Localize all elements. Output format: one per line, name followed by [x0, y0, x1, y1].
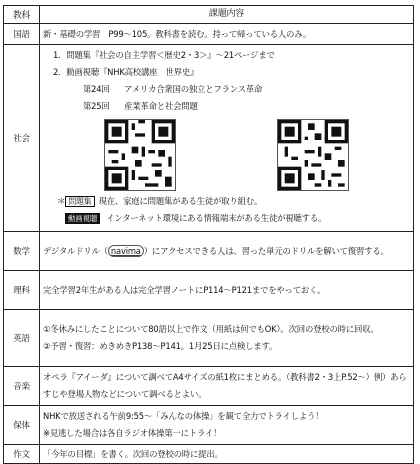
episode-24-title: アメリカ合衆国の独立とフランス革命 — [124, 84, 263, 94]
row-hotai — [4, 406, 414, 445]
sugaku-post: ）にアクセスできる人は、習った単元のドリルを解いて復習する。 — [143, 245, 389, 256]
subject-hotai: 保体 — [4, 406, 40, 445]
navima-link[interactable]: navima — [108, 245, 144, 257]
content-sugaku — [40, 232, 414, 271]
content-eigo — [40, 310, 414, 367]
note2-text: インターネット環境にある情報端末がある生徒が視聴する。 — [106, 213, 327, 223]
tag-douga: 動画視聴 — [65, 213, 100, 224]
hotai-line2: ※見逃した場合は各自ラジオ体操第一にトライ！ — [43, 428, 222, 438]
subject-shakai: 社会 — [4, 45, 40, 232]
shakai-item1: 1．問題集『社会の自主学習＜歴史2・3＞』～21ページまで — [53, 50, 275, 60]
subject-kokugo: 国語 — [4, 24, 40, 45]
row-ongaku — [4, 367, 414, 406]
assignment-sheet — [3, 5, 414, 460]
episode-24-number: 第24回 — [83, 84, 110, 94]
qr-codes — [43, 115, 410, 193]
assignment-table — [3, 5, 414, 464]
eigo-line2: ②予習・復習：めきめきP138～P141。1月25日に点検します。 — [43, 341, 278, 351]
row-eigo — [4, 310, 414, 367]
episode-25-title: 産業革命と社会問題 — [124, 101, 198, 111]
content-shakai — [40, 45, 414, 232]
episode-25-number: 第25回 — [83, 101, 110, 111]
subject-sakubun: 作文 — [4, 445, 40, 464]
content-sakubun: 「今年の目標」を書く。次回の登校の時に提出。 — [40, 445, 414, 464]
row-shakai — [4, 45, 414, 232]
subject-rika: 理科 — [4, 271, 40, 310]
content-ongaku: オペラ『アイーダ』について調べてA4サイズの紙1枚にまとめる。（教科書2・3上P.52～）例）あらすじや登場人物などについて調べるとよい。 — [40, 367, 414, 406]
row-kokugo — [4, 24, 414, 45]
shakai-note1: ＊ 問題集 現在、家庭に問題集がある生徒が取り組む。 — [57, 196, 263, 206]
row-sugaku — [4, 232, 414, 271]
shakai-episode-24 — [43, 81, 410, 98]
header-content: 課題内容 — [40, 6, 414, 24]
content-kokugo: 新・基礎の学習 P99～105。教科書を読む。持って帰っている人のみ。 — [40, 24, 414, 45]
qr-code-episode-24[interactable] — [104, 119, 176, 191]
content-rika: 完全学習2年生がある人は完全学習ノートにP114～P121までをやっておく。 — [40, 271, 414, 310]
sugaku-pre: デジタルドリル（ — [43, 245, 108, 256]
shakai-note2 — [43, 210, 410, 227]
tag-mondaishu: 問題集 — [65, 196, 94, 207]
subject-ongaku: 音楽 — [4, 367, 40, 406]
eigo-line1: ①冬休みにしたことについて80語以上で作文（用紙は何でもOK）。次回の登校の時に回収。 — [43, 324, 379, 334]
shakai-episode-25 — [43, 98, 410, 115]
subject-eigo: 英語 — [4, 310, 40, 367]
header-row — [4, 6, 414, 24]
row-rika — [4, 271, 414, 310]
row-sakubun — [4, 445, 414, 464]
subject-sugaku: 数学 — [4, 232, 40, 271]
content-hotai — [40, 406, 414, 445]
shakai-item2: 2．動画視聴『NHK高校講座 世界史』 — [53, 67, 199, 77]
qr-code-episode-25[interactable] — [277, 119, 349, 191]
note1-text: 現在、家庭に問題集がある生徒が取り組む。 — [98, 196, 263, 206]
hotai-line1: NHKで放送される午前9:55～「みんなの体操」を観て全力でトライしよう！ — [43, 411, 324, 421]
header-subject: 教科 — [4, 6, 40, 24]
